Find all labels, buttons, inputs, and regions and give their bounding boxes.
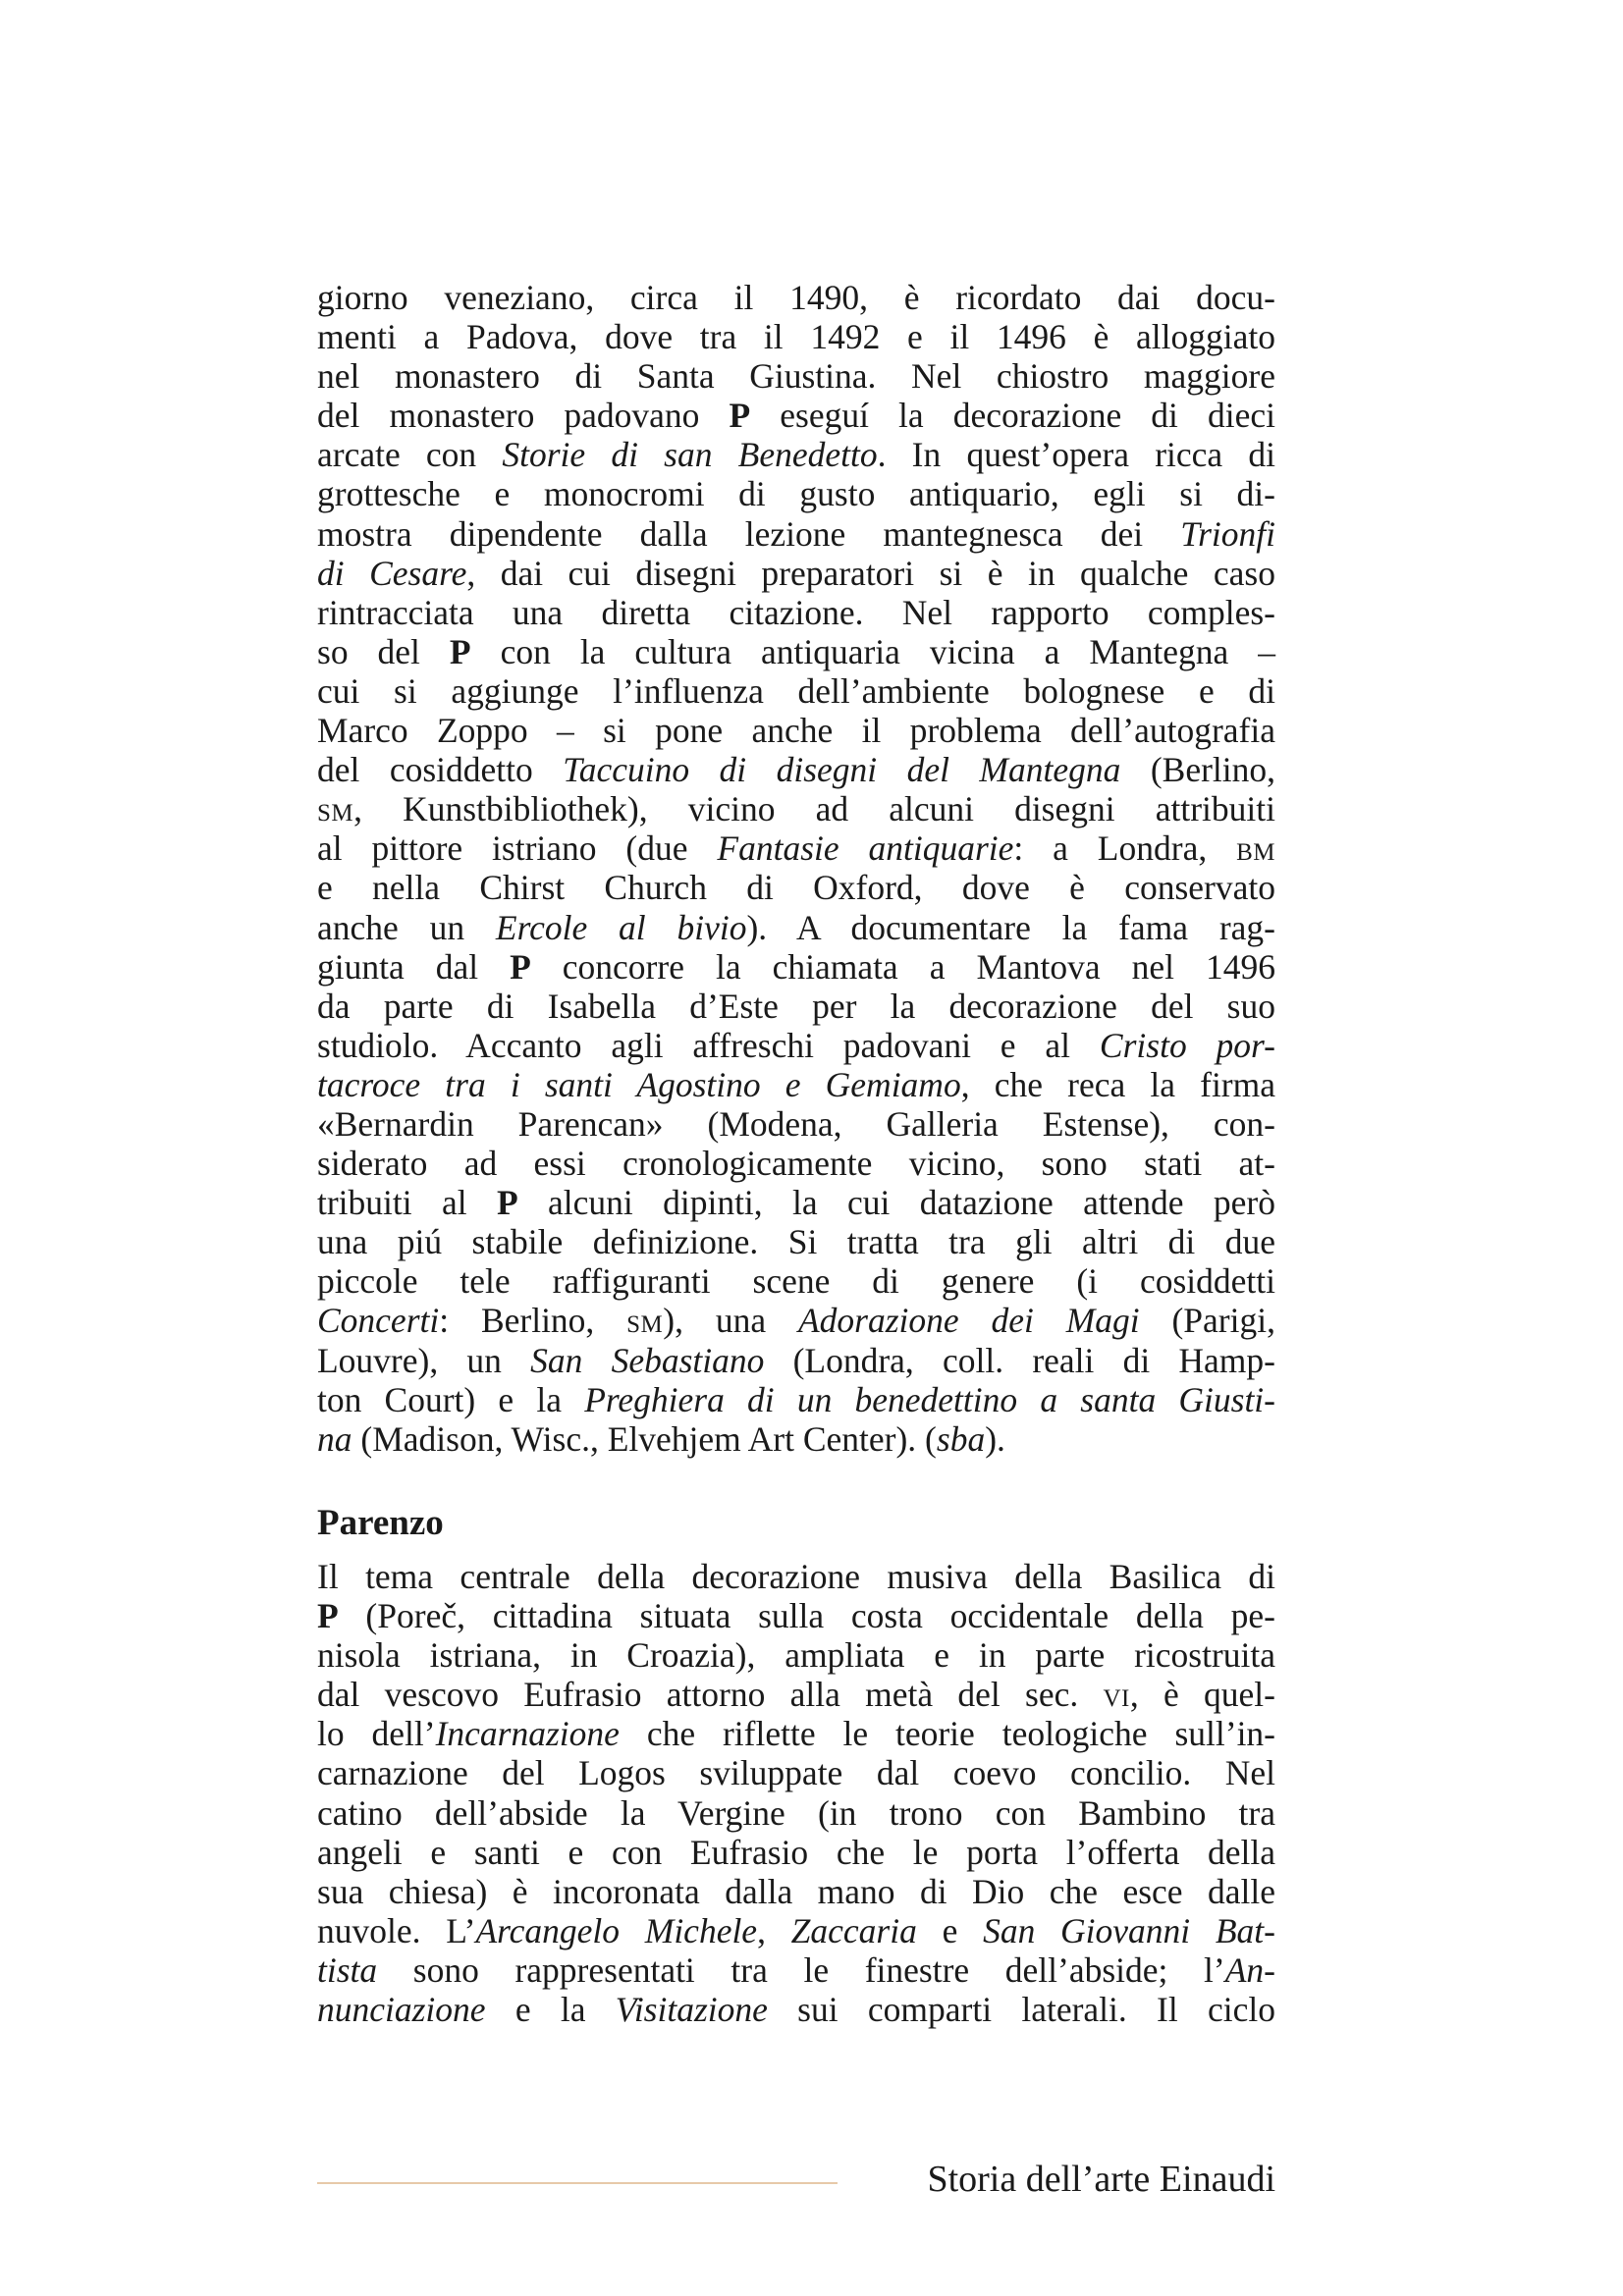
text-line (317, 987, 1275, 1026)
text-run: eseguí la decorazione di dieci (750, 396, 1275, 436)
text-line (317, 1261, 1275, 1301)
text-run: Zaccaria (790, 1910, 917, 1950)
text-run: Incarnazione (435, 1714, 620, 1754)
text-line (317, 1065, 1275, 1104)
text-line (317, 868, 1275, 907)
footer-rule (317, 2182, 838, 2184)
text-run: di Cesare (317, 553, 467, 593)
text-run: so del (317, 631, 450, 671)
text-run: sui comparti laterali. Il ciclo (767, 1990, 1275, 2030)
text-run: giunta dal (317, 946, 511, 987)
text-run: sm (317, 789, 354, 829)
text-run: giorno veneziano, circa il 1490, è ricordato dai docu- (317, 278, 1275, 317)
text-line (317, 474, 1275, 513)
text-run: Il tema centrale della decorazione musiva della Basilica di (317, 1557, 1275, 1596)
text-run: catino dell’abside la Vergine (in trono con Bambino tra (317, 1792, 1275, 1833)
text-run: P (510, 946, 531, 987)
text-run: Louvre), un (317, 1340, 531, 1380)
text-run: sua chiesa) è incoronata dalla mano di Dio che esce dalle (317, 1871, 1275, 1911)
text-line (317, 593, 1275, 632)
text-run: vi (1103, 1675, 1130, 1715)
text-run: dal vescovo Eufrasio attorno alla metà del sec. (317, 1675, 1104, 1715)
text-run: P (449, 631, 471, 671)
text-line (317, 1635, 1275, 1675)
text-run: sono rappresentati tra le finestre dell’abside; l’ (377, 1949, 1225, 1990)
text-run: : a Londra, (1013, 828, 1237, 869)
text-run: ). (985, 1418, 1005, 1459)
text-run: da parte di Isabella d’Este per la decorazione del suo (317, 986, 1275, 1026)
text-run: e (916, 1910, 984, 1950)
text-run: An- (1224, 1949, 1275, 1990)
text-line (317, 1596, 1275, 1635)
text-line (317, 947, 1275, 987)
text-line (317, 1341, 1275, 1380)
text-run: «Bernardin Parencan» (Modena, Galleria Estense), con- (317, 1103, 1275, 1144)
text-run: siderato ad essi cronologicamente vicino, sono stati at- (317, 1144, 1275, 1184)
text-run: che riflette le teorie teologiche sull’in- (619, 1714, 1276, 1754)
text-run: ton Court) e la (317, 1379, 585, 1419)
text-line (317, 1183, 1275, 1222)
text-line (317, 908, 1275, 947)
text-run: Concerti (317, 1301, 440, 1341)
text-run: : Berlino, (439, 1301, 627, 1341)
text-run: angeli e santi e con Eufrasio che le porta l’offerta della (317, 1832, 1275, 1872)
text-run: Ercole al bivio (495, 907, 747, 947)
text-run: Adorazione dei Magi (797, 1301, 1140, 1341)
text-run: concorre la chiamata a Mantova nel 1496 (530, 946, 1276, 987)
text-line (317, 514, 1275, 554)
text-run: San Sebastiano (530, 1340, 765, 1380)
text-run: Taccuino di disegni del Mantegna (563, 750, 1121, 790)
text-line (317, 1557, 1275, 1596)
text-line (317, 554, 1275, 593)
text-run: nuvole. L’ (317, 1910, 476, 1950)
text-line (317, 317, 1275, 356)
text-run: arcate con (317, 435, 503, 475)
text-line (317, 1950, 1275, 1990)
text-line (317, 278, 1275, 317)
text-run: P (496, 1183, 518, 1223)
text-run: ), una (663, 1301, 798, 1341)
text-run: Storie di san Benedetto (502, 435, 878, 475)
text-line (317, 671, 1275, 711)
text-run: P (317, 1596, 339, 1636)
text-run: grottesche e monocromi di gusto antiquario, egli si di- (317, 474, 1275, 514)
text-line (317, 1833, 1275, 1872)
text-run: tribuiti al (317, 1183, 497, 1223)
text-line (317, 1419, 1275, 1459)
text-line (317, 1222, 1275, 1261)
text-run: (Madison, Wisc., Elvehjem Art Center). ( (352, 1418, 937, 1459)
text-run: Preghiera di un benedettino a santa Giusti- (584, 1379, 1275, 1419)
text-run: Fantasie antiquarie (717, 828, 1014, 869)
text-run: e la (485, 1990, 616, 2030)
text-line (317, 1675, 1275, 1714)
text-run: con la cultura antiquaria vicina a Mantegna – (470, 631, 1276, 671)
text-line (317, 1026, 1275, 1065)
text-run: (Parigi, (1139, 1301, 1275, 1341)
text-run: del monastero padovano (317, 396, 730, 436)
text-run: P (729, 396, 751, 436)
text-line (317, 711, 1275, 750)
text-run: . In quest’opera ricca di (877, 435, 1275, 475)
entry-body-text (317, 1557, 1275, 2029)
text-run: tacroce tra i santi Agostino e Gemiamo (317, 1064, 961, 1104)
text-line (317, 828, 1275, 868)
text-run: Arcangelo Michele (475, 1910, 758, 1950)
text-run: al pittore istriano (due (317, 828, 718, 869)
text-run: e nella Chirst Church di Oxford, dove è conservato (317, 868, 1275, 908)
text-run: menti a Padova, dove tra il 1492 e il 1496 è alloggiato (317, 317, 1275, 357)
text-line (317, 396, 1275, 435)
text-run: (Poreč, cittadina situata sulla costa occidentale della pe- (338, 1596, 1275, 1636)
text-run: anche un (317, 907, 496, 947)
text-line (317, 1301, 1275, 1340)
text-run: rintracciata una diretta citazione. Nel rapporto comples- (317, 592, 1275, 632)
text-line (317, 1793, 1275, 1833)
text-run: una piú stabile definizione. Si tratta tra gli altri di due (317, 1222, 1275, 1262)
text-run: carnazione del Logos sviluppate dal coevo concilio. Nel (317, 1753, 1275, 1793)
entry-heading: Parenzo (317, 1503, 444, 1543)
text-line (317, 750, 1275, 789)
text-run: , Kunstbibliothek), vicino ad alcuni disegni attribuiti (353, 789, 1275, 829)
text-line (317, 435, 1275, 474)
text-run: , (757, 1910, 791, 1950)
text-line (317, 632, 1275, 671)
text-line (317, 1911, 1275, 1950)
text-run: Cristo por- (1099, 1025, 1275, 1065)
text-run: cui si aggiunge l’influenza dell’ambiente bolognese e di (317, 670, 1275, 711)
text-line (317, 1872, 1275, 1911)
text-run: nisola istriana, in Croazia), ampliata e in parte ricostruita (317, 1635, 1275, 1676)
text-run: na (317, 1418, 352, 1459)
text-run: bm (1236, 828, 1275, 869)
text-line (317, 1104, 1275, 1144)
text-run: sba (936, 1418, 986, 1459)
text-run: (Berlino, (1120, 750, 1275, 790)
text-line (317, 789, 1275, 828)
text-run: sm (626, 1301, 664, 1341)
text-line (317, 1990, 1275, 2029)
text-run: , è quel- (1129, 1675, 1275, 1715)
text-run: studiolo. Accanto agli affreschi padovani e al (317, 1025, 1100, 1065)
text-line (317, 1714, 1275, 1753)
text-line (317, 1380, 1275, 1419)
text-run: nunciazione (317, 1990, 486, 2030)
text-run: (Londra, coll. reali di Hamp- (764, 1340, 1275, 1380)
text-run: lo dell’ (317, 1714, 436, 1754)
text-run: ). A documentare la fama rag- (746, 907, 1275, 947)
text-run: mostra dipendente dalla lezione mantegnesca dei (317, 513, 1181, 554)
text-run: , che reca la firma (960, 1064, 1275, 1104)
text-run: Marco Zoppo – si pone anche il problema dell’autografia (317, 711, 1275, 751)
text-line (317, 356, 1275, 396)
text-line (317, 1144, 1275, 1183)
text-run: San Giovanni Bat- (983, 1910, 1275, 1950)
text-run: Visitazione (615, 1990, 768, 2030)
text-run: piccole tele raffiguranti scene di genere (i cosiddetti (317, 1261, 1275, 1302)
text-run: alcuni dipinti, la cui datazione attende però (517, 1183, 1275, 1223)
text-run: tista (317, 1949, 378, 1990)
footer-title: Storia dell’arte Einaudi (927, 2159, 1275, 2200)
text-run: del cosiddetto (317, 750, 564, 790)
text-run: , dai cui disegni preparatori si è in qualche caso (466, 553, 1275, 593)
text-run: Trionfi (1180, 513, 1275, 554)
text-line (317, 1753, 1275, 1792)
previous-entry-text (317, 278, 1275, 1459)
text-run: nel monastero di Santa Giustina. Nel chiostro maggiore (317, 356, 1275, 397)
